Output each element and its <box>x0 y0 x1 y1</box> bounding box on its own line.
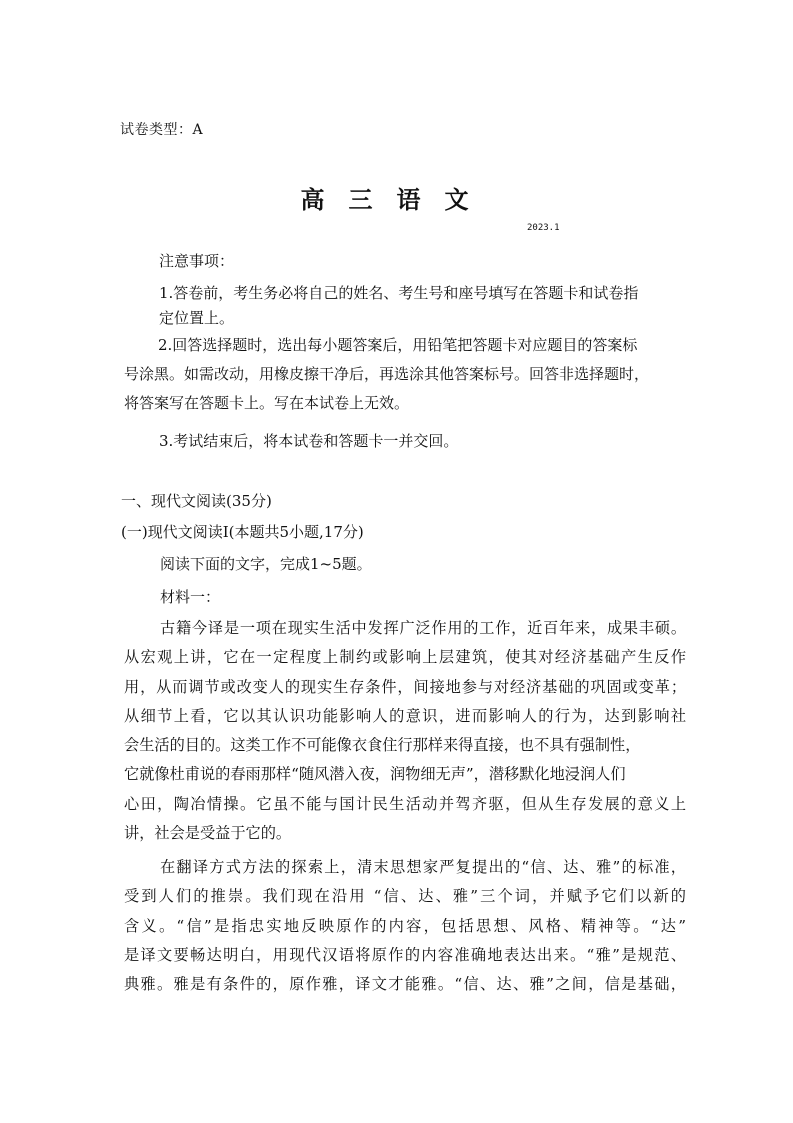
text-line: 典雅。雅是有条件的，原作雅，译文才能雅。“信、达、雅”之间，信是基础， <box>124 975 686 994</box>
notice-line: 1.答卷前，考生务必将自己的姓名、考生号和座号填写在答题卡和试卷指 <box>159 284 639 302</box>
reading-instruction: 阅读下面的文字，完成1~5题。 <box>160 555 372 573</box>
text-line: 从宏观上讲，它在一定程度上制约或影响上层建筑，使其对经济基础产生反作 <box>124 648 686 667</box>
text-line: 是译文要畅达明白，用现代汉语将原作的内容准确地表达出来。“雅”是规范、 <box>124 945 686 964</box>
text-line: 会生活的目的。这类工作不可能像衣食住行那样来得直接，也不具有强制性， <box>124 736 641 755</box>
notice-line: 定位置上。 <box>159 309 235 327</box>
exam-date: 2023.1 <box>527 223 560 233</box>
text-line: 心田，陶冶情操。它虽不能与国计民生活动并驾齐驱，但从生存发展的意义上 <box>124 794 686 813</box>
text-line: 它就像杜甫说的春雨那样“随风潜入夜，润物细无声”，潜移默化地浸润人们 <box>124 765 626 784</box>
text-line: 受到人们的推崇。我们现在沿用 “信、达、雅”三个词，并赋予它们以新的 <box>124 887 686 906</box>
notice-item-1 <box>124 281 684 331</box>
text-line: 在翻译方式方法的探索上，清末思想家严复提出的“信、达、雅”的标准， <box>160 858 686 876</box>
passage-paragraph-1 <box>124 614 686 848</box>
notice-line: 号涂黑。如需改动，用橡皮擦干净后，再选涂其他答案标号。回答非选择题时， <box>124 365 650 383</box>
notice-line: 将答案写在答题卡上。写在本试卷上无效。 <box>124 394 410 412</box>
text-line: 含义。“信”是指忠实地反映原作的内容，包括思想、风格、精神等。“达” <box>124 916 686 935</box>
notice-line: 3.考试结束后，将本试卷和答题卡一并交回。 <box>159 432 459 450</box>
material-label: 材料一： <box>160 588 221 606</box>
exam-title: 高三语文 <box>300 185 493 214</box>
passage-paragraph-2 <box>124 853 686 999</box>
notice-line: 2.回答选择题时，选出每小题答案后，用铅笔把答题卡对应题目的答案标 <box>158 336 638 354</box>
text-line: 讲，社会是受益于它的。 <box>124 824 292 843</box>
part-title: 一、现代文阅读(35分) <box>121 492 272 510</box>
text-line: 古籍今译是一项在现实生活中发挥广泛作用的工作，近百年来，成果丰硕。 <box>160 619 686 637</box>
notice-item-3 <box>124 429 684 454</box>
text-line: 用，从而调节或改变人的现实生存条件，间接地参与对经济基础的巩固或变革； <box>124 677 686 696</box>
exam-type-label: 试卷类型：A <box>120 122 204 138</box>
subpart-title: (一)现代文阅读Ⅰ(本题共5小题,17分) <box>121 523 364 541</box>
text-line: 从细节上看，它以其认识功能影响人的意识，进而影响人的行为，达到影响社 <box>124 706 686 725</box>
notice-item-2 <box>124 333 684 416</box>
notice-heading: 注意事项： <box>159 252 235 270</box>
